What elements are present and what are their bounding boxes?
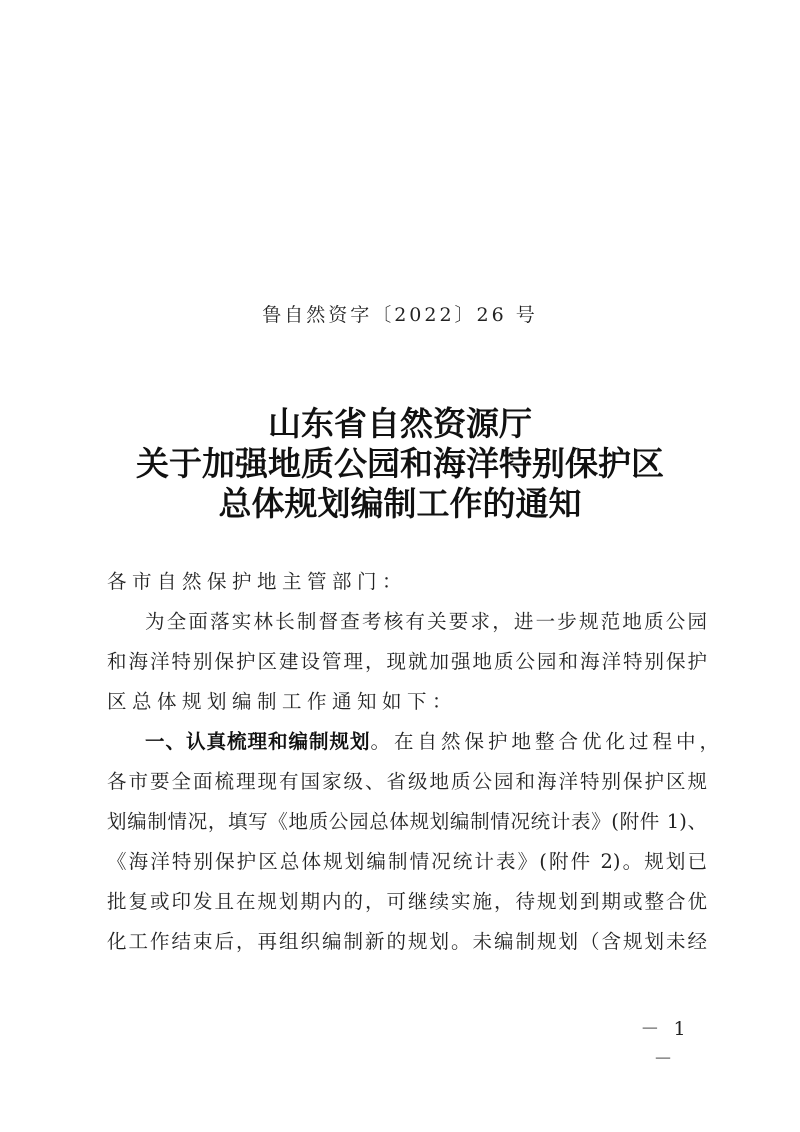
section-1 [107,722,724,962]
paragraph-line: 区总体规划编制工作通知如下： [107,690,458,713]
document-title [0,404,800,524]
document-number: 鲁自然资字〔2022〕26 号 [262,304,538,326]
section-1-heading-punct: 。 [370,730,395,753]
paragraph-intro [107,602,707,722]
paragraph-line: 为​全​面​落​实​林​长​制​督​查​考​核​有​关​要​求​，​进​一​步​规​范​地​质​公​园 [145,610,707,633]
title-line-2: 关于加强地质公园和海洋特别保护区 [136,444,664,483]
paragraph-line: 化​工​作​结​束​后​，​再​组​织​编​制​新​的​规​划​。​未​编​制​规​划​（​含​规​划​未​经 [107,930,707,953]
paragraph-line: 和​海​洋​特​别​保​护​区​建​设​管​理​，​现​就​加​强​地​质​公​园​和​海​洋​特​别​保​护 [107,650,707,673]
paragraph-line: 各​市​要​全​面​梳​理​现​有​国​家​级​、​省​级​地​质​公​园​和​海​洋​特​别​保​护​区​规 [107,770,707,793]
title-line-3: 总体规划编制工作的通知 [218,484,582,523]
salutation: 各市自然保护地主管部门： [107,570,408,593]
section-1-heading: 一、认真梳理和编制规划 [145,730,371,753]
paragraph-line: 划​编​制​情​况​，​填​写​《​地​质​公​园​总​体​规​划​编​制​情​况​统​计​表​》​(​附​件​ ​1​)​、 [107,810,707,833]
title-line-1: 山东省自然资源厅 [268,404,532,443]
section-1-first-line-text: 在自然保护地整合优化过程中， [394,730,724,753]
paragraph-line: 批​复​或​印​发​且​在​规​划​期​内​的​，​可​继​续​实​施​，​待​规​划​到​期​或​整​合​优 [107,890,707,913]
document-body [107,562,724,962]
paragraph-line: 《​海​洋​特​别​保​护​区​总​体​规​划​编​制​情​况​统​计​表​》​(​附​件​ ​2​)​。​规​划​已 [107,850,707,873]
page-number: － 1 － [640,1018,690,1070]
section-1-first-line [107,722,724,762]
